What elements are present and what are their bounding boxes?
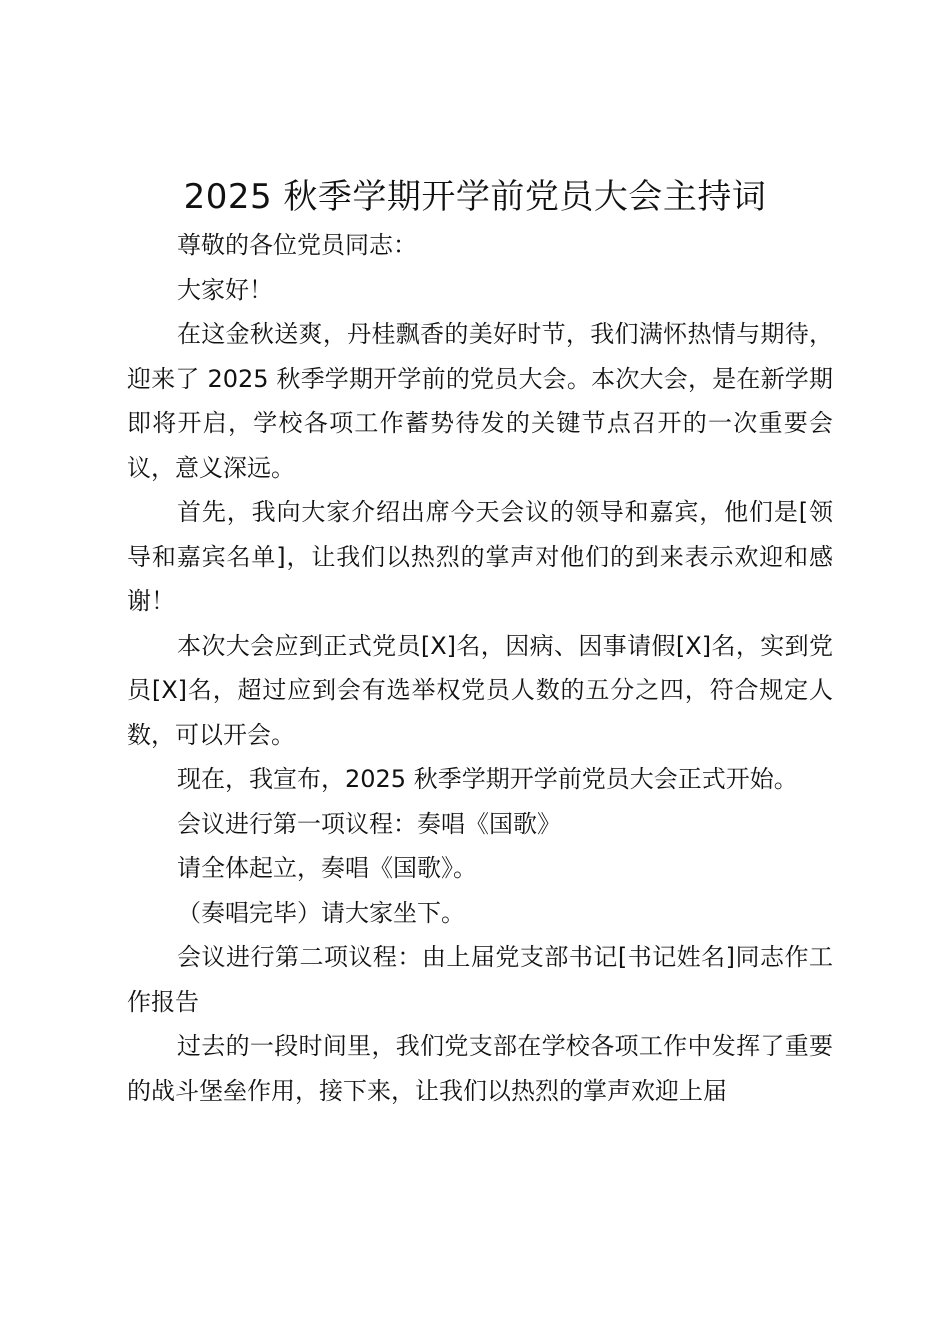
paragraph-stand: 请全体起立，奏唱《国歌》。: [177, 854, 477, 882]
document-title: 2025 秋季学期开学前党员大会主持词: [183, 177, 767, 217]
paragraph-report-intro: 过去的一段时间里，我们党支部在学校各项工作中发挥了重要的战斗堡垒作用，接下来，让我们以热烈的掌声欢迎上届: [127, 1032, 833, 1105]
agenda-item-2: 会议进行第二项议程：由上届党支部书记[书记姓名]同志作工作报告: [127, 943, 833, 1016]
greeting: 大家好！: [177, 275, 273, 304]
paragraph-sit: （奏唱完毕）请大家坐下。: [177, 898, 465, 927]
paragraph-guests: 首先，我向大家介绍出席今天会议的领导和嘉宾，他们是[领导和嘉宾名单]，让我们以热烈的掌声对他们的到来表示欢迎和感谢！: [127, 498, 833, 615]
paragraph-attendance: 本次大会应到正式党员[X]名，因病、因事请假[X]名，实到党员[X]名，超过应到会有选举权党员人数的五分之四，符合规定人数，可以开会。: [127, 631, 833, 749]
paragraph-opening: 在这金秋送爽，丹桂飘香的美好时节，我们满怀热情与期待，迎来了 2025 秋季学期开学前的党员大会。本次大会，是在新学期即将开启，学校各项工作蓄势待发的关键节点召开的一次重要会议，意义深远。: [127, 320, 833, 482]
document-body: [127, 223, 833, 1113]
salutation: 尊敬的各位党员同志：: [177, 231, 417, 259]
agenda-item-1: 会议进行第一项议程：奏唱《国歌》: [177, 809, 561, 838]
paragraph-announcement: 现在，我宣布，2025 秋季学期开学前党员大会正式开始。: [177, 765, 798, 793]
